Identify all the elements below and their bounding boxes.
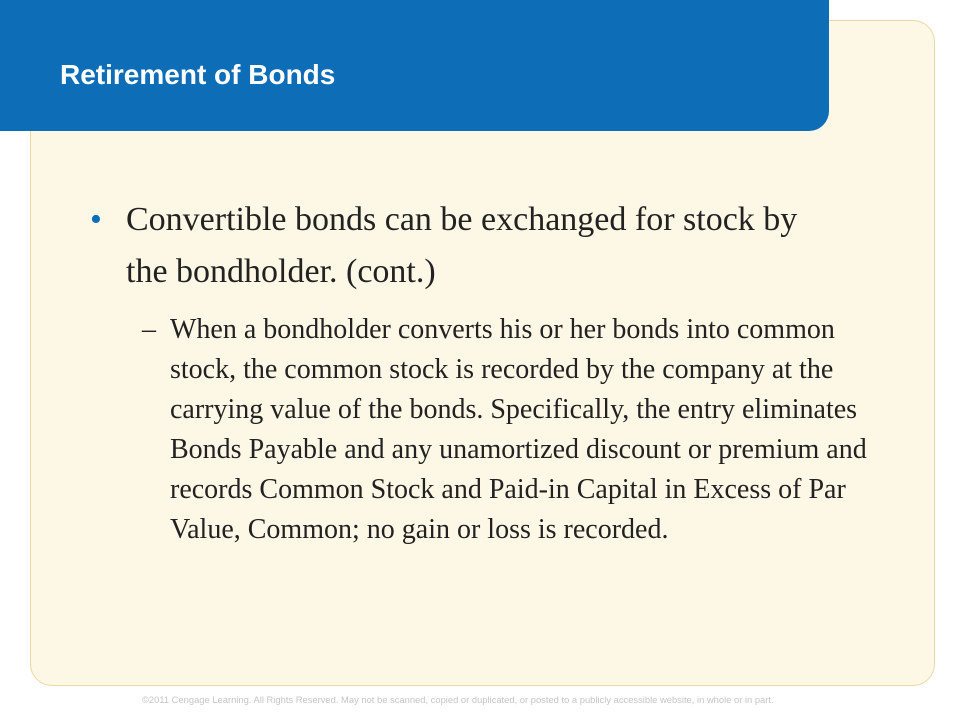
copyright-footer: ©2011 Cengage Learning. All Rights Reserved. May not be scanned, copied or duplicated, or posted to a publicly accessible website, in whole or in part. <box>142 694 774 705</box>
bullet-text: Convertible bonds can be exchanged for stock by the bondholder. (cont.) <box>126 201 798 290</box>
sub-bullet-text: When a bondholder converts his or her bonds into common stock, the common stock is recorded by the company at the carrying value of the bonds. Specifically, the entry eliminates Bonds Payable and any unamortized discount or premium and records Common Stock and Paid-in Capital in Excess of Par Value, Common; no gain or loss is recorded. <box>170 314 867 545</box>
bullet-icon: • <box>90 201 102 238</box>
sub-bullet-dash-icon: – <box>142 314 156 345</box>
slide-title: Retirement of Bonds <box>60 59 336 90</box>
